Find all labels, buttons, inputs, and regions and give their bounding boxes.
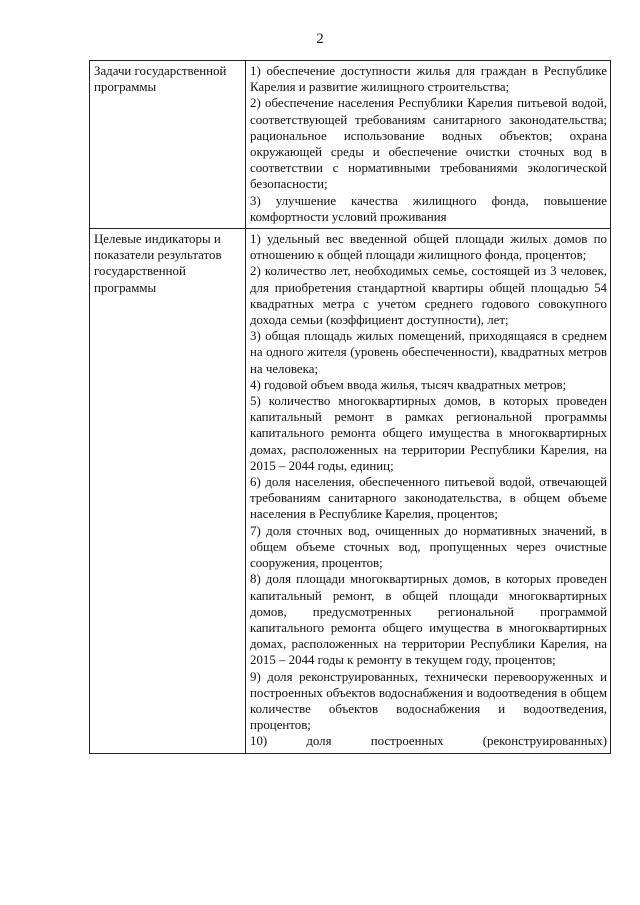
list-item: 4) годовой объем ввода жилья, тысяч квадратных метров; xyxy=(250,377,567,392)
list-item: 8) доля площади многоквартирных домов, в которых проведен капитальный ремонт, в общей площади многоквартирных домов, предусмотренных региональной программой капитального ремонта общего имущества в многоквартирных домах, расположенных на территории Республики Карелия, на 2015 – 2044 годы к ремонту в текущем году, процентов; xyxy=(250,572,607,668)
list-item: 9) доля реконструированных, технически перевооруженных и построенных объектов водоснабжения и водоотведения в общем количестве объектов водоснабжения и водоотведения, процентов; xyxy=(250,669,607,733)
row-label-indicators: Целевые индикаторы и показатели результатов государственной программы xyxy=(90,229,246,754)
program-passport-table xyxy=(89,60,611,754)
list-item: 1) обеспечение доступности жилья для граждан в Республике Карелия и развитие жилищного строительства; xyxy=(250,64,607,95)
list-item: 1) удельный вес введенной общей площади жилых домов по отношению к общей площади жилищного фонда, процентов; xyxy=(250,232,607,263)
list-item: 2) обеспечение населения Республики Карелия питьевой водой, соответствующей требованиям санитарного законодательства; рациональное использование водных объектов; охрана окружающей среды и обеспечение очистки сточных вод в соответствии с нормативными требованиями экологической безопасности; xyxy=(250,96,607,192)
list-item: 7) доля сточных вод, очищенных до нормативных значений, в общем объеме сточных вод, пропущенных через очистные сооружения, процентов; xyxy=(250,523,607,571)
list-item: 6) доля населения, обеспеченного питьевой водой, отвечающей требованиям санитарного законодательства, в общем объеме населения в Республике Карелия, процентов; xyxy=(250,475,607,522)
list-item: 3) улучшение качества жилищного фонда, повышение комфортности условий проживания xyxy=(250,193,607,224)
list-item: 2) количество лет, необходимых семье, состоящей из 3 человек, для приобретения стандартной квартиры общей площадью 54 квадратных метра с учетом среднего годового совокупного дохода семьи (коэффициент доступности), лет; xyxy=(250,264,607,328)
row-label-tasks: Задачи государственной программы xyxy=(90,61,246,229)
row-content-indicators xyxy=(246,229,611,754)
list-item: 10) доля построенных (реконструированных) xyxy=(250,734,607,749)
table-row xyxy=(90,61,611,229)
table-row xyxy=(90,229,611,754)
page-number: 2 xyxy=(316,31,324,47)
list-item: 5) количество многоквартирных домов, в которых проведен капитальный ремонт в рамках региональной программы капитального ремонта общего имущества в многоквартирных домах, расположенных на территории Республики Карелия, на 2015 – 2044 годы, единиц; xyxy=(250,394,607,473)
row-content-tasks xyxy=(246,61,611,229)
list-item: 3) общая площадь жилых помещений, приходящаяся в среднем на одного жителя (уровень обеспеченности), квадратных метров на человека; xyxy=(250,329,607,376)
